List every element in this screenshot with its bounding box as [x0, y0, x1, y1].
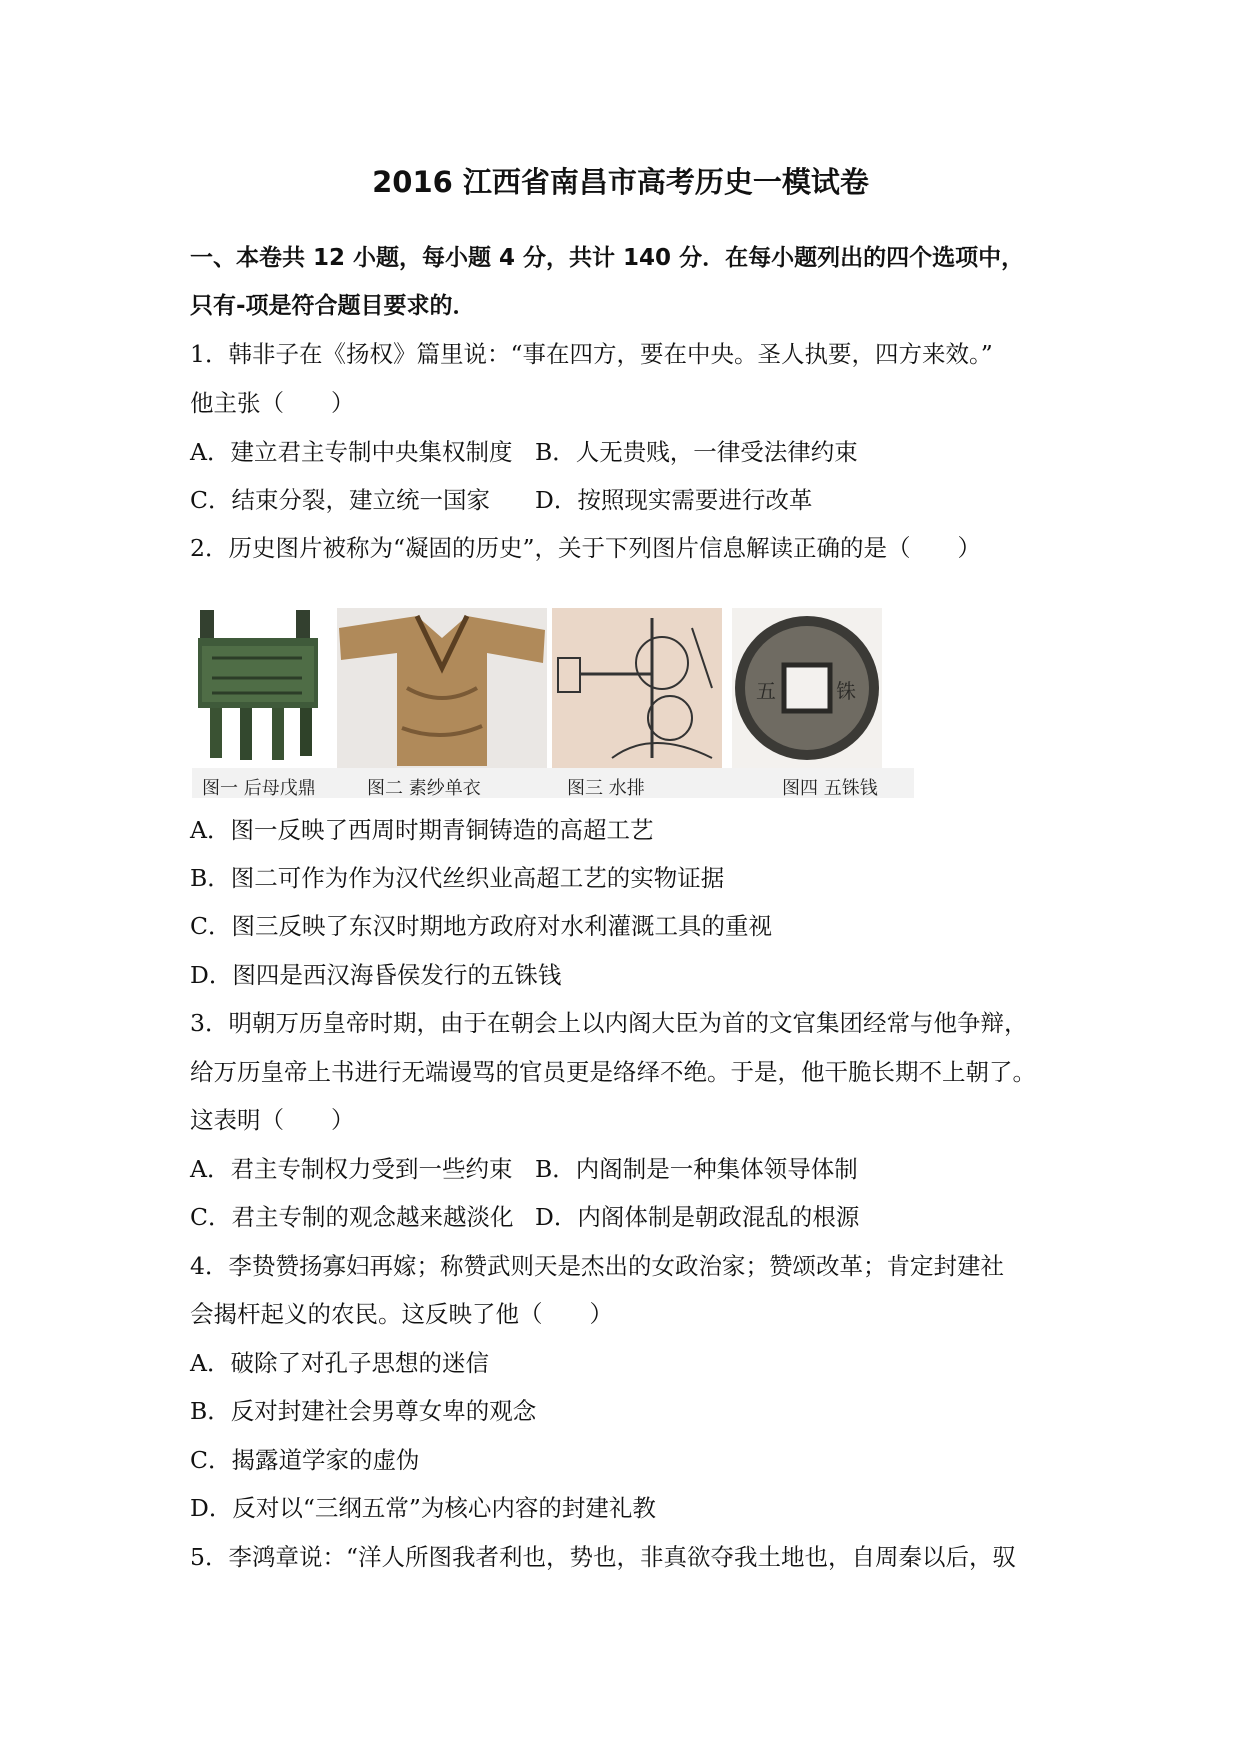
q1-option-d: D．按照现实需要进行改革	[535, 486, 813, 514]
svg-text:五: 五	[756, 679, 776, 703]
page-title: 2016 江西省南昌市高考历史一模试卷	[372, 165, 869, 199]
q2-option-a: A．图一反映了西周时期青铜铸造的高超工艺	[190, 816, 654, 844]
bronze-ding-icon	[192, 608, 332, 768]
coin-icon	[732, 608, 882, 768]
q3-option-row2	[190, 1201, 1070, 1233]
q1-stem-line1: 1．韩非子在《扬权》篇里说：“事在四方，要在中央。圣人执要，四方来效。”	[190, 340, 993, 368]
q2-figure-strip	[192, 608, 912, 798]
figure-2-caption: 图二 素纱单衣	[367, 778, 481, 799]
silk-robe-icon	[337, 608, 547, 768]
figure-1-caption: 图一 后母戊鼎	[202, 778, 316, 799]
q1-option-a: A．建立君主专制中央集权制度	[190, 438, 513, 466]
q2-option-d: D．图四是西汉海昏侯发行的五铢钱	[190, 961, 562, 989]
q3-option-d: D．内阁体制是朝政混乱的根源	[535, 1203, 860, 1231]
q3-stem-line1: 3．明朝万历皇帝时期，由于在朝会上以内阁大臣为首的文官集团经常与他争辩，	[190, 1009, 1028, 1037]
q1-option-b: B．人无贵贱，一律受法律约束	[535, 438, 858, 466]
q1-option-row2	[190, 484, 1070, 516]
figure-3-caption: 图三 水排	[567, 778, 645, 799]
q1-option-row1	[190, 436, 1070, 468]
q2-option-c: C．图三反映了东汉时期地方政府对水利灌溉工具的重视	[190, 912, 772, 940]
q4-option-b: B．反对封建社会男尊女卑的观念	[190, 1397, 537, 1425]
figure-4-caption: 图四 五铢钱	[782, 778, 878, 799]
q4-stem-line1: 4．李贽赞扬寡妇再嫁；称赞武则天是杰出的女政治家；赞颂改革；肯定封建社	[190, 1252, 1004, 1280]
q4-stem-line2: 会揭杆起义的农民。这反映了他（ ）	[190, 1300, 613, 1328]
q4-option-d: D．反对以“三纲五常”为核心内容的封建礼教	[190, 1494, 656, 1522]
q1-stem-line2: 他主张（ ）	[190, 389, 355, 417]
q3-option-row1	[190, 1153, 1070, 1185]
q3-option-c: C．君主专制的观念越来越淡化	[190, 1203, 514, 1231]
section-heading-line1: 一、本卷共 12 小题，每小题 4 分，共计 140 分．在每小题列出的四个选项中，	[190, 245, 1025, 271]
water-bellows-icon	[552, 608, 722, 768]
svg-text:铢: 铢	[836, 679, 856, 703]
q4-option-c: C．揭露道学家的虚伪	[190, 1446, 420, 1474]
q2-stem-line1: 2．历史图片被称为“凝固的历史”，关于下列图片信息解读正确的是（ ）	[190, 534, 981, 562]
q5-stem-line1: 5．李鸿章说：“洋人所图我者利也，势也，非真欲夺我土地也，自周秦以后，驭	[190, 1543, 1016, 1571]
q1-option-c: C．结束分裂，建立统一国家	[190, 486, 490, 514]
section-heading-line2: 只有-项是符合题目要求的．	[190, 293, 476, 319]
q3-stem-line3: 这表明（ ）	[190, 1106, 355, 1134]
q2-option-b: B．图二可作为作为汉代丝织业高超工艺的实物证据	[190, 864, 725, 892]
q4-option-a: A．破除了对孔子思想的迷信	[190, 1349, 489, 1377]
q3-option-b: B．内阁制是一种集体领导体制	[535, 1155, 858, 1183]
q3-stem-line2: 给万历皇帝上书进行无端谩骂的官员更是络绎不绝。于是，他干脆长期不上朝了。	[190, 1058, 1036, 1086]
q3-option-a: A．君主专制权力受到一些约束	[190, 1155, 513, 1183]
